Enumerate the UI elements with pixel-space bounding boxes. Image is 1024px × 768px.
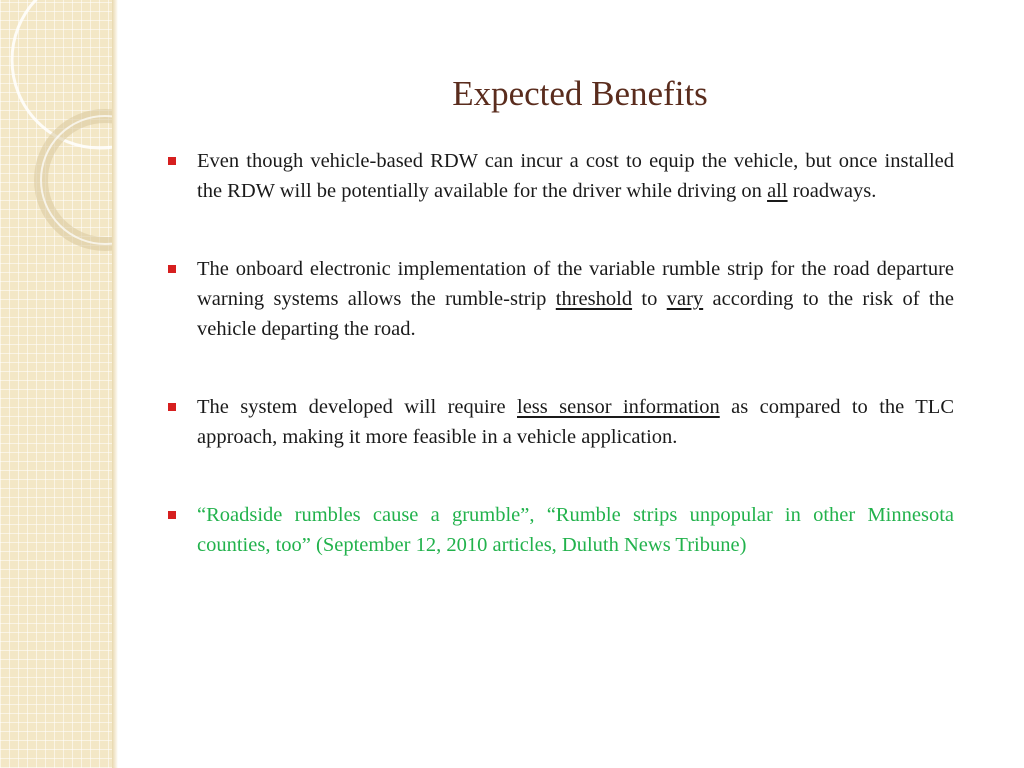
underlined-text: all	[767, 180, 788, 202]
bullet-text: “Roadside rumbles cause a grumble”, “Rumble strips unpopular in other Minnesota counties, too” (September 12, 2010 articles, Duluth News Tribune)	[197, 504, 954, 556]
bullet-text: according to the risk of the vehicle departing the road.	[197, 288, 954, 340]
bullet-item-quote	[168, 500, 954, 560]
slide-title: Expected Benefits	[452, 74, 708, 113]
bullet-item	[168, 146, 954, 206]
underlined-text: vary	[666, 288, 704, 310]
bullet-item	[168, 392, 954, 452]
bullet-text: Even though vehicle-based RDW can incur a cost to equip the vehicle, but once installed the RDW will be potentially available for the driver while driving on	[197, 150, 954, 202]
bullet-text: as compared to the TLC approach, making it more feasible in a vehicle application.	[197, 396, 955, 448]
underlined-text: threshold	[555, 288, 633, 310]
bullet-list	[168, 146, 954, 608]
bullet-text: The system developed will require	[197, 396, 518, 418]
square-bullet-icon	[168, 511, 176, 519]
bullet-text: The onboard electronic implementation of the variable rumble strip for the road departure warning systems allows the rumble-strip	[197, 258, 954, 310]
bullet-item	[168, 254, 954, 344]
decorative-circles-icon	[0, 0, 112, 768]
bullet-text: roadways.	[787, 180, 877, 202]
square-bullet-icon	[168, 265, 176, 273]
sidebar-edge-divider	[112, 0, 118, 768]
square-bullet-icon	[168, 157, 176, 165]
decorative-sidebar	[0, 0, 112, 768]
square-bullet-icon	[168, 403, 176, 411]
bullet-text: to	[632, 288, 667, 310]
underlined-text: less sensor information	[517, 396, 720, 418]
